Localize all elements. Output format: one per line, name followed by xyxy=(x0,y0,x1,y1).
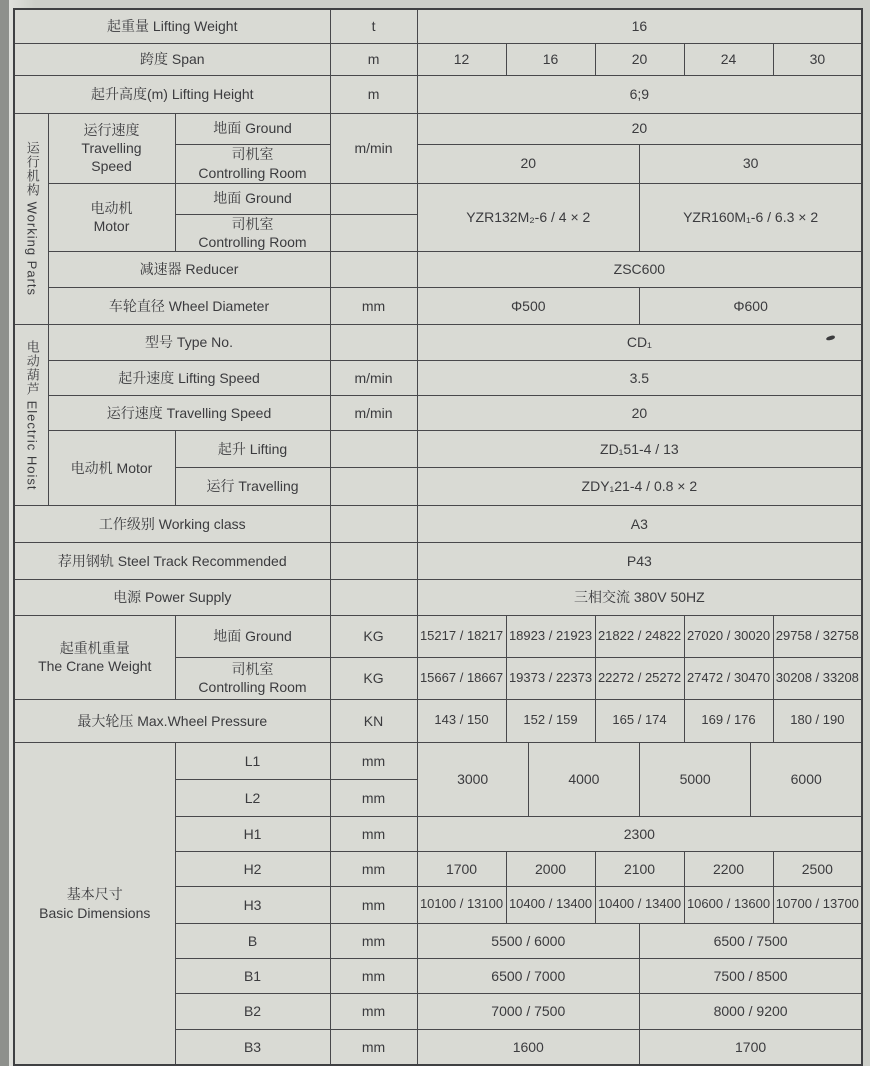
crane-weight-ground-value-3: 21822 / 24822 xyxy=(595,615,684,657)
crane-weight-ground-unit: KG xyxy=(330,615,417,657)
crane-specification-table xyxy=(13,8,863,1066)
lifting-height-label: 起升高度(m) Lifting Height xyxy=(14,75,330,113)
dim-h2-value-5: 2500 xyxy=(773,851,862,886)
hoist-motor-lifting-value: ZD₁51-4 / 13 xyxy=(417,430,862,467)
dim-h3-value-5: 10700 / 13700 xyxy=(773,886,862,923)
dim-l-value-2: 4000 xyxy=(528,742,639,816)
hoist-lifting-speed-unit: m/min xyxy=(330,360,417,395)
crane-weight-label xyxy=(14,615,175,699)
dim-h3-value-1: 10100 / 13100 xyxy=(417,886,506,923)
dim-b-label: B xyxy=(175,923,330,958)
wheel-diameter-value-left: Φ500 xyxy=(417,287,640,324)
wp-motor-label xyxy=(48,183,175,251)
lifting-weight-label: 起重量 Lifting Weight xyxy=(14,9,330,43)
dim-h3-value-4: 10600 / 13600 xyxy=(684,886,773,923)
wp-ts-unit: m/min xyxy=(330,113,417,183)
wp-motor-room-label-cn: 司机室 xyxy=(231,215,274,232)
steel-track-value: P43 xyxy=(417,542,862,579)
crane-weight-room-value-1: 15667 / 18667 xyxy=(417,657,506,699)
max-wheel-pressure-value-4: 169 / 176 xyxy=(684,699,773,742)
wp-ts-room-value-right: 30 xyxy=(640,144,863,183)
wheel-diameter-label: 车轮直径 Wheel Diameter xyxy=(48,287,330,324)
dim-b3-unit: mm xyxy=(330,1029,417,1065)
hoist-lifting-speed-value: 3.5 xyxy=(417,360,862,395)
max-wheel-pressure-value-2: 152 / 159 xyxy=(506,699,595,742)
wp-ts-room-value-left: 20 xyxy=(417,144,640,183)
hoist-motor-lifting-label: 起升 Lifting xyxy=(175,430,330,467)
wp-ts-room-label-cn: 司机室 xyxy=(231,146,274,163)
power-supply-label: 电源 Power Supply xyxy=(14,579,330,615)
lifting-height-unit: m xyxy=(330,75,417,113)
dim-h2-value-4: 2200 xyxy=(684,851,773,886)
section-working-parts-label: 运行机构 Working Parts xyxy=(24,141,40,297)
max-wheel-pressure-value-5: 180 / 190 xyxy=(773,699,862,742)
dim-b-value-right: 6500 / 7500 xyxy=(640,923,863,958)
hoist-travelling-speed-label: 运行速度 Travelling Speed xyxy=(48,395,330,430)
steel-track-unit-empty xyxy=(330,542,417,579)
basic-dimensions-label-cn: 基本尺寸 xyxy=(66,886,123,903)
span-value-16: 16 xyxy=(506,43,595,75)
dim-h1-value: 2300 xyxy=(417,816,862,851)
power-supply-value: 三相交流 380V 50HZ xyxy=(417,579,862,615)
dim-b3-label: B3 xyxy=(175,1029,330,1065)
wp-travelling-speed-label xyxy=(48,113,175,183)
span-value-20: 20 xyxy=(595,43,684,75)
wp-ts-room-label-en: Controlling Room xyxy=(198,164,307,181)
dim-h2-label: H2 xyxy=(175,851,330,886)
hoist-motor-travelling-label: 运行 Travelling xyxy=(175,467,330,505)
type-no-unit-empty xyxy=(330,324,417,360)
dim-l2-unit: mm xyxy=(330,779,417,816)
hoist-lifting-speed-label: 起升速度 Lifting Speed xyxy=(48,360,330,395)
crane-weight-room-label-cn: 司机室 xyxy=(231,661,274,678)
crane-weight-ground-value-4: 27020 / 30020 xyxy=(684,615,773,657)
crane-weight-room-unit: KG xyxy=(330,657,417,699)
crane-weight-room-value-5: 30208 / 33208 xyxy=(773,657,862,699)
dim-b1-value-left: 6500 / 7000 xyxy=(417,958,640,993)
wp-motor-label-en: Motor xyxy=(93,218,130,235)
span-value-12: 12 xyxy=(417,43,506,75)
dim-b3-value-right: 1700 xyxy=(640,1029,863,1065)
working-class-value: A3 xyxy=(417,505,862,542)
basic-dimensions-label-en: Basic Dimensions xyxy=(39,904,151,921)
dim-l-value-3: 5000 xyxy=(640,742,751,816)
dim-h3-value-3: 10400 / 13400 xyxy=(595,886,684,923)
hoist-travelling-speed-value: 20 xyxy=(417,395,862,430)
lifting-weight-unit: t xyxy=(330,9,417,43)
hoist-motor-travelling-value: ZDY₁21-4 / 0.8 × 2 xyxy=(417,467,862,505)
dim-b1-unit: mm xyxy=(330,958,417,993)
span-value-24: 24 xyxy=(684,43,773,75)
basic-dimensions-label xyxy=(14,742,175,1065)
wheel-diameter-value-right: Φ600 xyxy=(640,287,863,324)
dim-b3-value-left: 1600 xyxy=(417,1029,640,1065)
dim-l-value-1: 3000 xyxy=(417,742,528,816)
reducer-label: 减速器 Reducer xyxy=(48,251,330,287)
wp-ts-ground-label: 地面 Ground xyxy=(175,113,330,144)
crane-weight-room-value-2: 19373 / 22373 xyxy=(506,657,595,699)
hoist-motor-travelling-unit-empty xyxy=(330,467,417,505)
section-electric-hoist xyxy=(14,324,48,505)
max-wheel-pressure-label: 最大轮压 Max.Wheel Pressure xyxy=(14,699,330,742)
wp-ts-room-label xyxy=(175,144,330,183)
type-no-label: 型号 Type No. xyxy=(48,324,330,360)
section-electric-hoist-label: 电动葫芦 Electric Hoist xyxy=(24,339,40,491)
dim-b2-label: B2 xyxy=(175,993,330,1029)
crane-weight-label-en: The Crane Weight xyxy=(38,658,152,675)
dim-b1-value-right: 7500 / 8500 xyxy=(640,958,863,993)
dim-l1-unit: mm xyxy=(330,742,417,779)
working-class-label: 工作级别 Working class xyxy=(14,505,330,542)
crane-weight-ground-value-2: 18923 / 21923 xyxy=(506,615,595,657)
dim-b-value-left: 5500 / 6000 xyxy=(417,923,640,958)
max-wheel-pressure-value-3: 165 / 174 xyxy=(595,699,684,742)
dim-h3-value-2: 10400 / 13400 xyxy=(506,886,595,923)
max-wheel-pressure-unit: KN xyxy=(330,699,417,742)
dim-h3-label: H3 xyxy=(175,886,330,923)
page-left-edge xyxy=(0,0,9,1066)
power-supply-unit-empty xyxy=(330,579,417,615)
dim-h1-unit: mm xyxy=(330,816,417,851)
wp-ts-ground-value: 20 xyxy=(417,113,862,144)
reducer-value: ZSC600 xyxy=(417,251,862,287)
wp-motor-room-label-en: Controlling Room xyxy=(198,233,307,250)
dim-h2-value-2: 2000 xyxy=(506,851,595,886)
hoist-travelling-speed-unit: m/min xyxy=(330,395,417,430)
crane-weight-room-value-4: 27472 / 30470 xyxy=(684,657,773,699)
dim-b2-value-right: 8000 / 9200 xyxy=(640,993,863,1029)
hoist-motor-label: 电动机 Motor xyxy=(48,430,175,505)
dim-h3-unit: mm xyxy=(330,886,417,923)
hoist-motor-lifting-unit-empty xyxy=(330,430,417,467)
crane-weight-ground-value-1: 15217 / 18217 xyxy=(417,615,506,657)
span-label: 跨度 Span xyxy=(14,43,330,75)
steel-track-label: 荐用钢轨 Steel Track Recommended xyxy=(14,542,330,579)
wp-motor-room-unit-empty xyxy=(330,214,417,251)
wp-motor-ground-unit-empty xyxy=(330,183,417,214)
dim-h2-unit: mm xyxy=(330,851,417,886)
dim-h2-value-1: 1700 xyxy=(417,851,506,886)
crane-weight-label-cn: 起重机重量 xyxy=(59,640,130,657)
crane-weight-room-label xyxy=(175,657,330,699)
wp-motor-label-cn: 电动机 xyxy=(90,200,133,216)
dim-l2-label: L2 xyxy=(175,779,330,816)
working-class-unit-empty xyxy=(330,505,417,542)
type-no-value: CD₁ xyxy=(417,324,862,360)
dim-l-value-4: 6000 xyxy=(751,742,862,816)
lifting-weight-value: 16 xyxy=(417,9,862,43)
wp-travelling-speed-label-en: Travelling Speed xyxy=(81,139,142,175)
dim-b2-value-left: 7000 / 7500 xyxy=(417,993,640,1029)
wp-motor-value-left: YZR132M₂-6 / 4 × 2 xyxy=(417,183,640,251)
dim-b2-unit: mm xyxy=(330,993,417,1029)
dim-b-unit: mm xyxy=(330,923,417,958)
dim-l1-label: L1 xyxy=(175,742,330,779)
reducer-unit-empty xyxy=(330,251,417,287)
wp-motor-value-right: YZR160M₁-6 / 6.3 × 2 xyxy=(640,183,863,251)
crane-weight-room-label-en: Controlling Room xyxy=(198,679,307,696)
lifting-height-value: 6;9 xyxy=(417,75,862,113)
span-unit: m xyxy=(330,43,417,75)
wheel-diameter-unit: mm xyxy=(330,287,417,324)
max-wheel-pressure-value-1: 143 / 150 xyxy=(417,699,506,742)
span-value-30: 30 xyxy=(773,43,862,75)
dim-h1-label: H1 xyxy=(175,816,330,851)
wp-travelling-speed-label-cn: 运行速度 xyxy=(83,121,140,138)
dim-b1-label: B1 xyxy=(175,958,330,993)
wp-motor-room-label xyxy=(175,214,330,251)
dim-h2-value-3: 2100 xyxy=(595,851,684,886)
crane-weight-ground-label: 地面 Ground xyxy=(175,615,330,657)
crane-weight-ground-value-5: 29758 / 32758 xyxy=(773,615,862,657)
section-working-parts xyxy=(14,113,48,324)
wp-motor-ground-label: 地面 Ground xyxy=(175,183,330,214)
crane-weight-room-value-3: 22272 / 25272 xyxy=(595,657,684,699)
